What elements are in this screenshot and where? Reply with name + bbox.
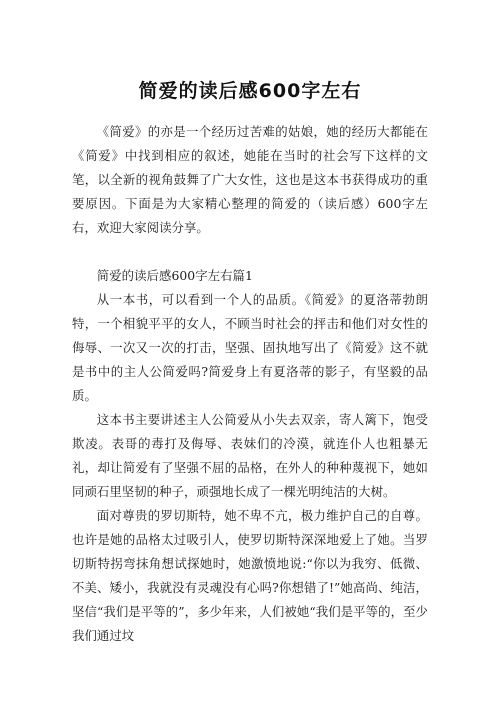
body-paragraph-3: 面对尊贵的罗切斯特，她不卑不亢，极力维护自己的自尊。也许是她的品格太过吸引人，使罗切斯特深深地爱上了她。当罗切斯特拐弯抹角想试探她时，她激愤地说:“你以为我穷、低微、不美、矮小，我就没有灵魂没有心吗?你想错了!”她高尚、纯洁，坚信“我们是平等的”，多少年来，人们被她“我们是平等的，至少我们通过坟 — [72, 508, 428, 643]
section-heading: 简爱的读后感600字左右篇1 — [96, 268, 253, 283]
document-title: 简爱的读后感600字左右 — [138, 80, 362, 102]
body-paragraph-2: 这本书主要讲述主人公简爱从小失去双亲，寄人篱下，饱受欺凌。表哥的毒打及侮辱、表妹们的冷漠，就连仆人也粗暴无礼，却让简爱有了坚强不屈的品格，在外人的种种蔑视下，她如同顽石里坚韧的种子，顽强地长成了一棵光明纯洁的大树。 — [72, 412, 428, 499]
intro-paragraph: 《简爱》的亦是一个经历过苦难的姑娘，她的经历大都能在《简爱》中找到相应的叙述，她能在当时的社会写下这样的文笔，以全新的视角鼓舞了广大女性，这也是这本书获得成功的重要原因。下面是为大家精心整理的简爱的（读后感）600字左右，欢迎大家阅读分享。 — [72, 124, 428, 235]
body-paragraph-1: 从一本书，可以看到一个人的品质。《简爱》的夏洛蒂勃朗特，一个相貌平平的女人，不顾当时社会的抨击和他们对女性的侮辱、一次又一次的打击，坚强、固执地写出了《简爱》这不就是书中的主人公简爱吗?简爱身上有夏洛蒂的影子，有坚毅的品质。 — [72, 292, 428, 403]
document-body — [72, 120, 428, 648]
